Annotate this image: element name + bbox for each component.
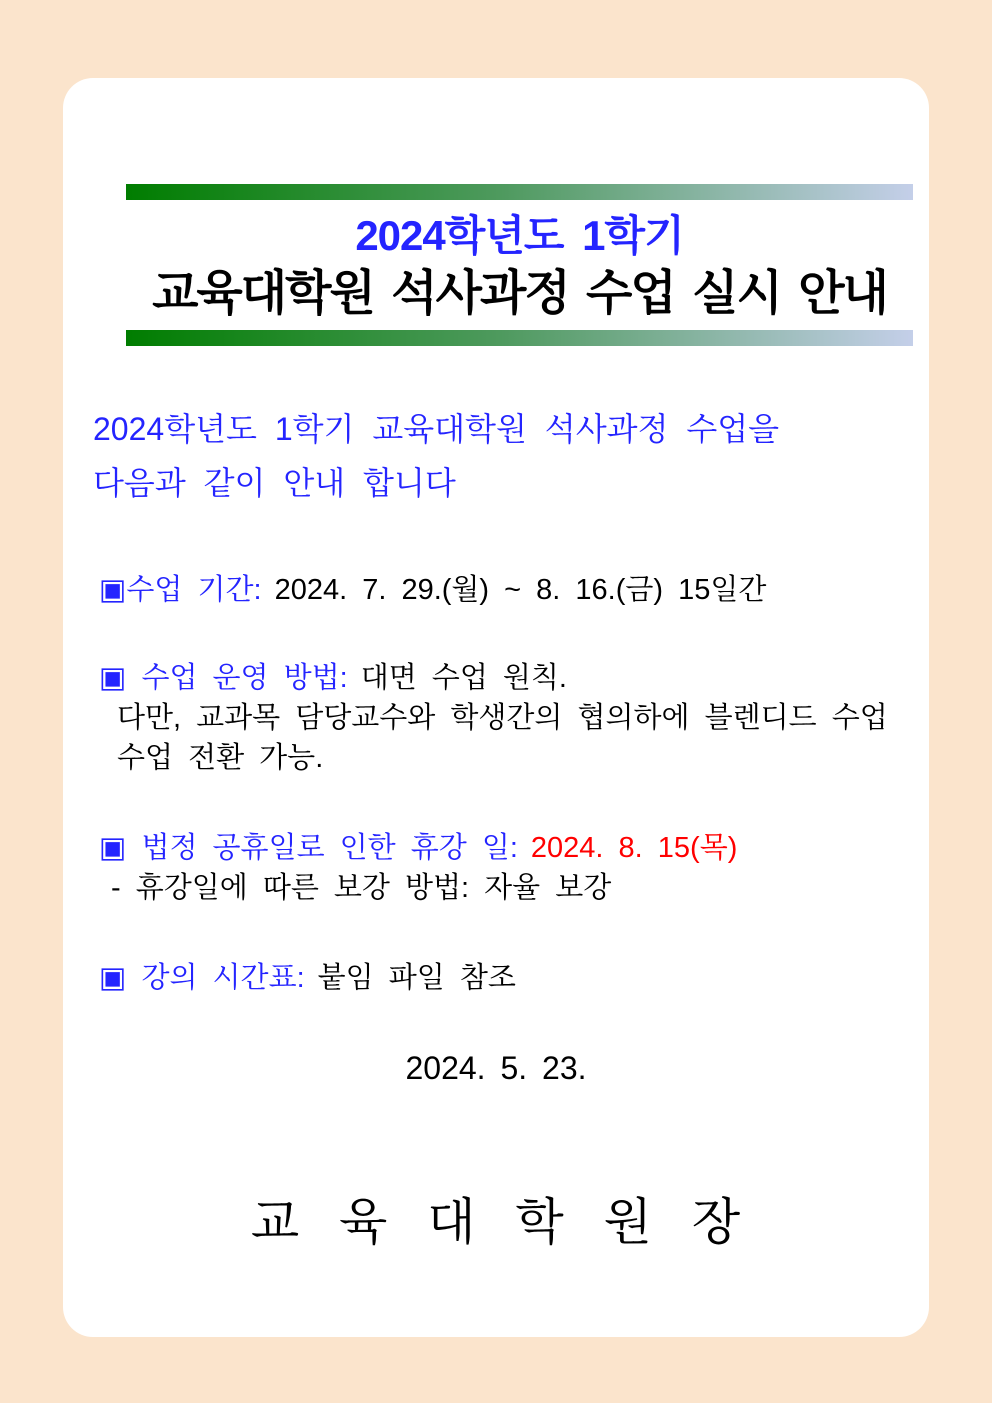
class-method-label: ▣ 수업 운영 방법: <box>99 662 348 694</box>
class-method-detail-2: 수업 전환 가능. <box>117 742 324 774</box>
section-class-period <box>63 570 929 610</box>
class-method-line <box>63 658 929 698</box>
holiday-line <box>63 828 929 868</box>
intro-line-2: 다음과 같이 안내 합니다 <box>93 465 456 501</box>
title-main: 교육대학원 석사과정 수업 실시 안내 <box>152 267 887 320</box>
holiday-makeup-detail: - 휴강일에 따른 보강 방법: 자율 보강 <box>111 872 612 904</box>
section-holiday <box>63 828 929 908</box>
class-method-value: 대면 수업 원칙. <box>360 662 567 694</box>
title-block <box>126 200 913 330</box>
class-period-line <box>63 570 929 610</box>
notice-card <box>63 78 929 1337</box>
bottom-gradient-bar <box>126 330 913 346</box>
title-semester: 2024학년도 1학기 <box>355 212 684 259</box>
holiday-date-value: 2024. 8. 15(목) <box>530 832 738 864</box>
document-date: 2024. 5. 23. <box>405 1050 587 1086</box>
intro-paragraph <box>93 402 903 510</box>
timetable-label: ▣ 강의 시간표: <box>99 962 305 994</box>
timetable-line <box>63 958 929 998</box>
class-period-value: 2024. 7. 29.(월) ~ 8. 16.(금) 15일간 <box>274 574 767 606</box>
section-class-method <box>63 658 929 778</box>
notice-header <box>126 184 913 346</box>
signature-dean: 교 육 대 학 원 장 <box>250 1194 742 1250</box>
intro-line-1: 2024학년도 1학기 교육대학원 석사과정 수업을 <box>93 411 780 447</box>
top-gradient-bar <box>126 184 913 200</box>
holiday-label: ▣ 법정 공휴일로 인한 휴강 일: <box>99 832 518 864</box>
timetable-value: 붙임 파일 참조 <box>317 962 516 994</box>
class-method-detail-1: 다만, 교과목 담당교수와 학생간의 협의하에 블렌디드 수업 <box>117 702 888 734</box>
section-timetable <box>63 958 929 998</box>
class-period-label: ▣수업 기간: <box>99 574 262 606</box>
